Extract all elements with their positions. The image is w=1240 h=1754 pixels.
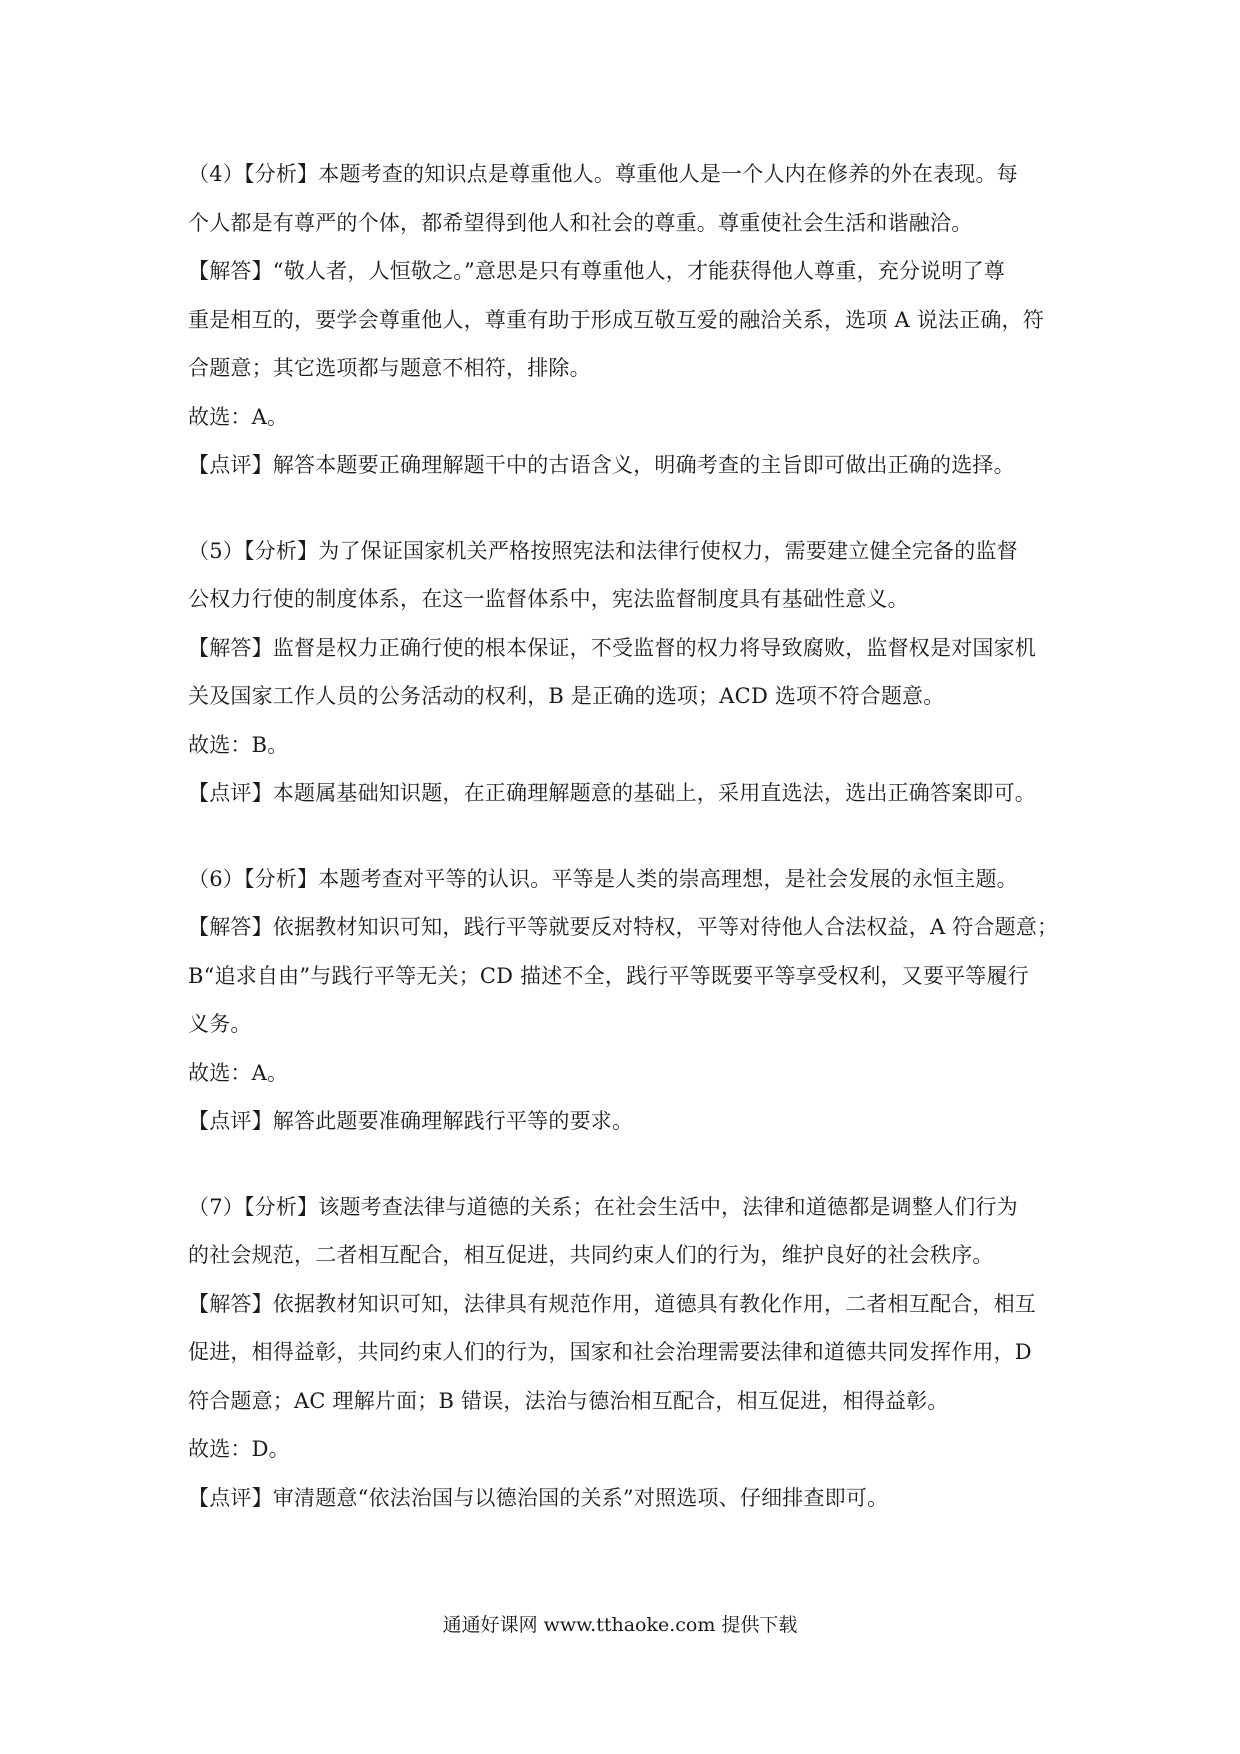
text-line: 促进，相得益彰，共同约束人们的行为，国家和社会治理需要法律和道德共同发挥作用，D — [188, 1340, 1032, 1364]
text-line: 故选：A。 — [188, 404, 289, 429]
text-line: 合题意；其它选项都与题意不相符，排除。 — [188, 356, 591, 380]
text-line: 故选：D。 — [188, 1437, 290, 1461]
answer-section-5 — [188, 527, 1068, 818]
text-line: 【解答】依据教材知识可知，法律具有规范作用，道德具有教化作用，二者相互配合，相互 — [188, 1291, 1036, 1316]
answer-section-6 — [188, 855, 1068, 1146]
text-line: （4）【分析】本题考查的知识点是尊重他人。尊重他人是一个人内在修养的外在表现。每 — [188, 162, 1018, 186]
text-line: 【点评】审清题意“依法治国与以德治国的关系”对照选项、仔细排查即可。 — [188, 1485, 889, 1510]
text-line: 义务。 — [188, 1012, 252, 1036]
text-line: 符合题意；AC 理解片面；B 错误，法治与德治相互配合，相互促进，相得益彰。 — [188, 1388, 949, 1413]
text-line: 公权力行使的制度体系，在这一监督体系中，宪法监督制度具有基础性意义。 — [188, 587, 909, 611]
text-line: 【解答】“敬人者，人恒敬之。”意思是只有尊重他人，才能获得他人尊重，充分说明了尊 — [188, 259, 1005, 283]
text-line: （6）【分析】本题考查对平等的认识。平等是人类的崇高理想，是社会发展的永恒主题。 — [188, 866, 1018, 891]
answer-section-4 — [188, 150, 1068, 490]
text-line: 重是相互的，要学会尊重他人，尊重有助于形成互敬互爱的融洽关系，选项 A 说法正确，符 — [188, 307, 1044, 332]
page-footer: 通通好课网 www.tthaoke.com 提供下载 — [442, 1614, 798, 1636]
text-line: 故选：B。 — [188, 732, 289, 757]
text-line: B“追求自由”与践行平等无关；CD 描述不全，践行平等既要平等享受权利，又要平等履行 — [188, 963, 1029, 988]
text-line: 【点评】解答本题要正确理解题干中的古语含义，明确考查的主旨即可做出正确的选择。 — [188, 453, 1015, 477]
text-line: 的社会规范，二者相互配合，相互促进，共同约束人们的行为，维护良好的社会秩序。 — [188, 1243, 994, 1267]
text-line: 【解答】依据教材知识可知，践行平等就要反对特权，平等对待他人合法权益，A 符合题意； — [188, 915, 1059, 939]
text-line: （7）【分析】该题考查法律与道德的关系；在社会生活中，法律和道德都是调整人们行为 — [188, 1194, 1018, 1219]
text-line: 【解答】监督是权力正确行使的根本保证，不受监督的权力将导致腐败，监督权是对国家机 — [188, 635, 1036, 660]
answer-section-7 — [188, 1183, 1068, 1523]
text-line: 【点评】本题属基础知识题，在正确理解题意的基础上，采用直选法，选出正确答案即可。 — [188, 781, 1036, 805]
document-body — [188, 150, 1068, 1559]
text-line: 【点评】解答此题要准确理解践行平等的要求。 — [188, 1109, 634, 1133]
text-line: 个人都是有尊严的个体，都希望得到他人和社会的尊重。尊重使社会生活和谐融洽。 — [188, 210, 973, 235]
text-line: （5）【分析】为了保证国家机关严格按照宪法和法律行使权力，需要建立健全完备的监督 — [188, 538, 1018, 563]
text-line: 故选：A。 — [188, 1060, 289, 1085]
text-line: 关及国家工作人员的公务活动的权利，B 是正确的选项；ACD 选项不符合题意。 — [188, 684, 945, 708]
